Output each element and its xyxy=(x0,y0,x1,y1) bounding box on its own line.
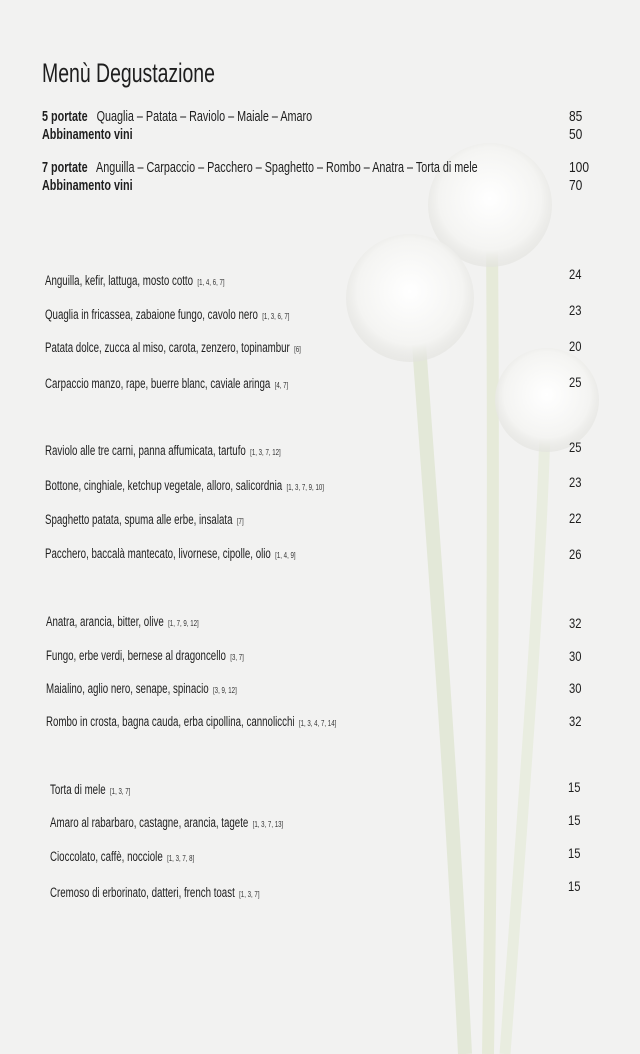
dish-allergens: [1, 3, 7, 12] xyxy=(250,447,281,457)
dish-allergens: [4, 7] xyxy=(274,380,289,390)
dish-item xyxy=(45,273,294,288)
dish-allergens: [6] xyxy=(294,344,301,354)
tasting-set-5-price: 85 xyxy=(569,108,583,125)
dish-item xyxy=(45,307,385,322)
dish-allergens: [3, 7] xyxy=(230,652,244,662)
dish-price: 30 xyxy=(569,648,582,664)
dish-name: Rombo in crosta, bagna cauda, erba cipollina, cannolicchi xyxy=(46,714,295,729)
dish-name: Raviolo alle tre carni, panna affumicata, tartufo xyxy=(45,443,246,458)
dish-name: Amaro al rabarbaro, castagne, arancia, tagete xyxy=(50,815,249,830)
dish-allergens: [1, 4, 6, 7] xyxy=(197,277,225,287)
dish-name: Cioccolato, caffè, nocciole xyxy=(50,849,163,864)
tasting-set-7-price: 100 xyxy=(569,159,590,176)
dish-name: Quaglia in fricassea, zabaione fungo, cavolo nero xyxy=(45,307,258,322)
dish-item xyxy=(50,849,250,864)
dish-allergens: [7] xyxy=(236,516,244,526)
dish-price: 23 xyxy=(569,302,582,318)
dish-allergens: [1, 3, 7] xyxy=(109,786,131,796)
page-title: Menù Degustazione xyxy=(42,58,215,88)
dish-price: 25 xyxy=(569,439,582,455)
dish-item xyxy=(50,885,341,900)
dish-item xyxy=(46,714,449,729)
dish-price: 26 xyxy=(569,546,582,562)
dish-item xyxy=(46,614,258,629)
dish-name: Spaghetto patata, spuma alle erbe, insalata xyxy=(45,512,233,527)
dish-item xyxy=(45,512,321,527)
tasting-set-7: 7 portate Anguilla – Carpaccio – Pacchero – Spaghetto – Rombo – Anatra – Torta di mele xyxy=(42,159,478,176)
dish-name: Cremoso di erborinato, datteri, french toast xyxy=(50,885,235,900)
dish-name: Bottone, cinghiale, ketchup vegetale, alloro, salicordnia xyxy=(45,478,283,493)
dish-price: 15 xyxy=(568,812,581,828)
dish-name: Pacchero, baccalà mantecato, livornese, cipolle, olio xyxy=(45,546,271,561)
dish-allergens: [1, 3, 7] xyxy=(239,889,260,899)
dish-price: 24 xyxy=(569,266,582,282)
tasting-set-5: 5 portate Quaglia – Patata – Raviolo – Maiale – Amaro xyxy=(42,108,313,125)
tasting-set-7-pairing: Abbinamento vini xyxy=(42,177,133,194)
dish-price: 25 xyxy=(569,374,582,390)
dish-name: Patata dolce, zucca al miso, carota, zenzero, topinambur xyxy=(45,340,290,355)
dish-name: Torta di mele xyxy=(50,782,106,797)
dish-item xyxy=(50,815,374,830)
dish-allergens: [1, 3, 6, 7] xyxy=(262,311,290,321)
dish-price: 32 xyxy=(569,615,582,631)
dish-allergens: [1, 3, 7, 9, 10] xyxy=(286,482,324,492)
tasting-set-5-pairing: Abbinamento vini xyxy=(42,126,133,143)
dish-allergens: [1, 3, 4, 7, 14] xyxy=(298,718,337,728)
dish-allergens: [1, 4, 9] xyxy=(275,550,296,560)
tasting-set-5-pairing-price: 50 xyxy=(569,126,583,143)
dish-allergens: [1, 3, 7, 8] xyxy=(167,853,195,863)
dish-price: 15 xyxy=(568,878,581,894)
dish-price: 32 xyxy=(569,713,582,729)
dish-allergens: [1, 7, 9, 12] xyxy=(168,618,199,628)
dish-allergens: [1, 3, 7, 13] xyxy=(252,819,284,829)
dish-name: Anatra, arancia, bitter, olive xyxy=(46,614,164,629)
dish-price: 20 xyxy=(569,338,582,354)
dish-item xyxy=(46,681,311,696)
tasting-set-7-pairing-price: 70 xyxy=(569,177,583,194)
dish-item xyxy=(46,648,321,663)
dish-price: 15 xyxy=(568,845,581,861)
dish-item xyxy=(45,376,383,391)
dish-price: 30 xyxy=(569,680,582,696)
dish-price: 22 xyxy=(569,510,582,526)
dish-name: Fungo, erbe verdi, bernese al dragoncello xyxy=(46,648,226,663)
dish-item xyxy=(45,478,432,493)
dish-item xyxy=(50,782,162,797)
dish-item xyxy=(45,546,393,561)
dish-name: Carpaccio manzo, rape, buerre blanc, caviale aringa xyxy=(45,376,271,391)
dish-price: 23 xyxy=(569,474,582,490)
dish-price: 15 xyxy=(568,779,581,795)
dish-item xyxy=(45,340,400,355)
dish-name: Anguilla, kefir, lattuga, mosto cotto xyxy=(45,273,194,288)
dish-name: Maialino, aglio nero, senape, spinacio xyxy=(46,681,209,696)
dish-allergens: [3, 9, 12] xyxy=(212,685,237,695)
dish-item xyxy=(45,443,372,458)
